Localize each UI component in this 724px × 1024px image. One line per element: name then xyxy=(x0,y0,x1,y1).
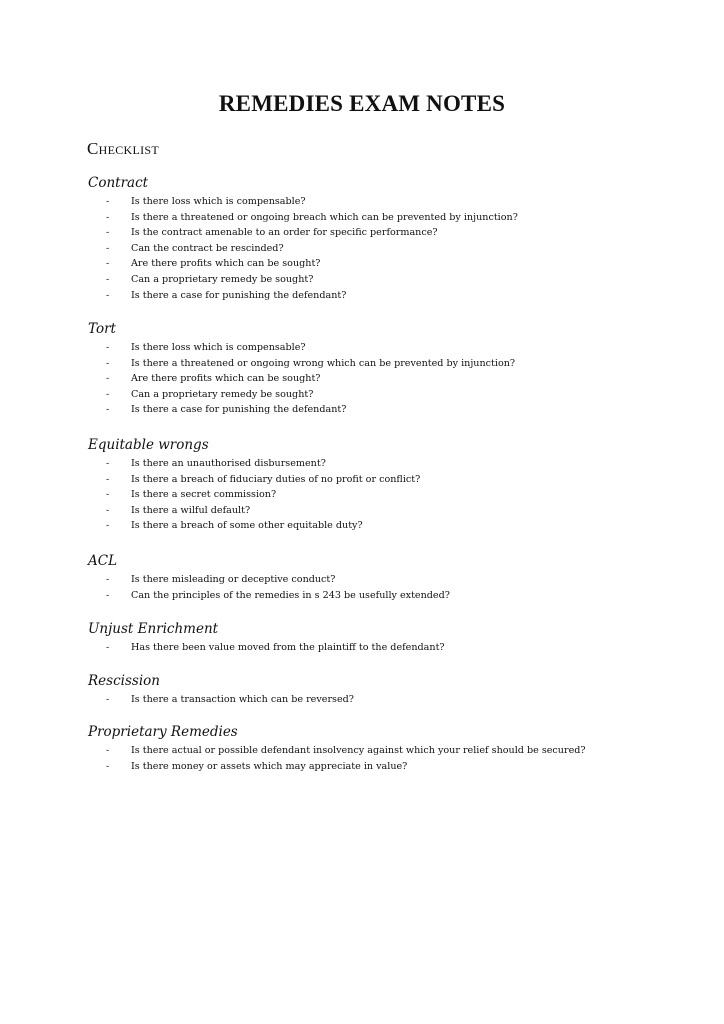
section-heading: Contract xyxy=(88,175,149,191)
list-item xyxy=(88,210,708,226)
list-item xyxy=(88,456,708,472)
bullet-dash: - xyxy=(106,589,110,601)
list-item xyxy=(88,356,708,372)
checklist-items xyxy=(88,692,708,708)
bullet-dash: - xyxy=(106,242,110,254)
list-item xyxy=(88,272,708,288)
checklist-items xyxy=(88,456,708,534)
list-item xyxy=(88,402,708,418)
bullet-dash: - xyxy=(106,211,110,223)
bullet-dash: - xyxy=(106,388,110,400)
section-heading: Rescission xyxy=(88,673,160,689)
item-text: Is there a breach of some other equitable duty? xyxy=(131,520,363,532)
bullet-dash: - xyxy=(106,745,110,756)
list-item xyxy=(88,225,708,241)
item-text: Is there a wilful default? xyxy=(131,504,251,516)
section-heading: Proprietary Remedies xyxy=(88,724,238,740)
bullet-dash: - xyxy=(106,504,110,516)
bullet-dash: - xyxy=(106,273,110,285)
bullet-dash: - xyxy=(106,473,110,485)
item-text: Is there a threatened or ongoing wrong which can be prevented by injunction? xyxy=(131,357,516,369)
list-item xyxy=(88,692,708,708)
checklist-items xyxy=(88,640,708,656)
item-text: Is there an unauthorised disbursement? xyxy=(131,458,326,469)
bullet-dash: - xyxy=(106,574,110,585)
section-equitable-wrongs xyxy=(88,437,708,534)
list-item xyxy=(88,288,708,304)
item-text: Can the principles of the remedies in s 243 be usefully extended? xyxy=(131,589,450,601)
list-item xyxy=(88,743,708,759)
bullet-dash: - xyxy=(106,227,110,239)
list-item xyxy=(88,759,708,775)
bullet-dash: - xyxy=(106,258,110,270)
item-text: Has there been value moved from the plaintiff to the defendant? xyxy=(131,642,445,653)
bullet-dash: - xyxy=(106,289,110,301)
item-text: Are there profits which can be sought? xyxy=(131,373,321,385)
item-text: Is there a case for punishing the defendant? xyxy=(131,404,347,416)
item-text: Is there actual or possible defendant insolvency against which your relief should be secured? xyxy=(131,745,586,756)
bullet-dash: - xyxy=(106,373,110,385)
list-item xyxy=(88,256,708,272)
section-heading: ACL xyxy=(88,553,118,569)
item-text: Is there a secret commission? xyxy=(131,489,277,501)
bullet-dash: - xyxy=(106,694,110,705)
item-text: Is the contract amenable to an order for specific performance? xyxy=(131,227,438,239)
checklist-items xyxy=(88,340,708,418)
bullet-dash: - xyxy=(106,760,110,772)
item-text: Can a proprietary remedy be sought? xyxy=(131,273,314,285)
section-heading: Tort xyxy=(88,321,116,337)
section-acl xyxy=(88,553,708,603)
checklist-items xyxy=(88,194,708,303)
list-item xyxy=(88,472,708,488)
list-item xyxy=(88,340,708,356)
list-item xyxy=(88,194,708,210)
list-item xyxy=(88,503,708,519)
bullet-dash: - xyxy=(106,642,110,653)
bullet-dash: - xyxy=(106,458,110,469)
item-text: Is there a threatened or ongoing breach which can be prevented by injunction? xyxy=(131,211,518,223)
list-item xyxy=(88,640,708,656)
item-text: Is there a transaction which can be reversed? xyxy=(131,694,354,705)
section-heading: Unjust Enrichment xyxy=(88,621,219,637)
item-text: Can a proprietary remedy be sought? xyxy=(131,388,314,400)
item-text: Is there money or assets which may appreciate in value? xyxy=(131,760,408,772)
page-title: REMEDIES EXAM NOTES xyxy=(218,91,506,116)
list-item xyxy=(88,572,708,588)
section-contract xyxy=(88,175,708,303)
list-item xyxy=(88,518,708,534)
item-text: Is there loss which is compensable? xyxy=(131,342,306,353)
section-rescission xyxy=(88,673,708,708)
list-item xyxy=(88,387,708,403)
list-item xyxy=(88,487,708,503)
item-text: Is there a breach of fiduciary duties of no profit or conflict? xyxy=(131,473,421,485)
checklist-items xyxy=(88,743,708,774)
item-text: Is there misleading or deceptive conduct? xyxy=(131,574,336,585)
bullet-dash: - xyxy=(106,489,110,501)
section-heading: Equitable wrongs xyxy=(88,437,209,453)
list-item xyxy=(88,588,708,604)
checklist-items xyxy=(88,572,708,603)
section-proprietary-remedies xyxy=(88,724,708,774)
list-item xyxy=(88,371,708,387)
section-tort xyxy=(88,321,708,418)
item-text: Is there loss which is compensable? xyxy=(131,196,306,207)
list-item xyxy=(88,241,708,257)
item-text: Can the contract be rescinded? xyxy=(131,242,284,254)
bullet-dash: - xyxy=(106,196,110,207)
item-text: Are there profits which can be sought? xyxy=(131,258,321,270)
checklist-heading: Checklist xyxy=(87,139,160,158)
bullet-dash: - xyxy=(106,357,110,369)
bullet-dash: - xyxy=(106,342,110,353)
section-unjust-enrichment xyxy=(88,621,708,656)
bullet-dash: - xyxy=(106,404,110,416)
item-text: Is there a case for punishing the defendant? xyxy=(131,289,347,301)
bullet-dash: - xyxy=(106,520,110,532)
